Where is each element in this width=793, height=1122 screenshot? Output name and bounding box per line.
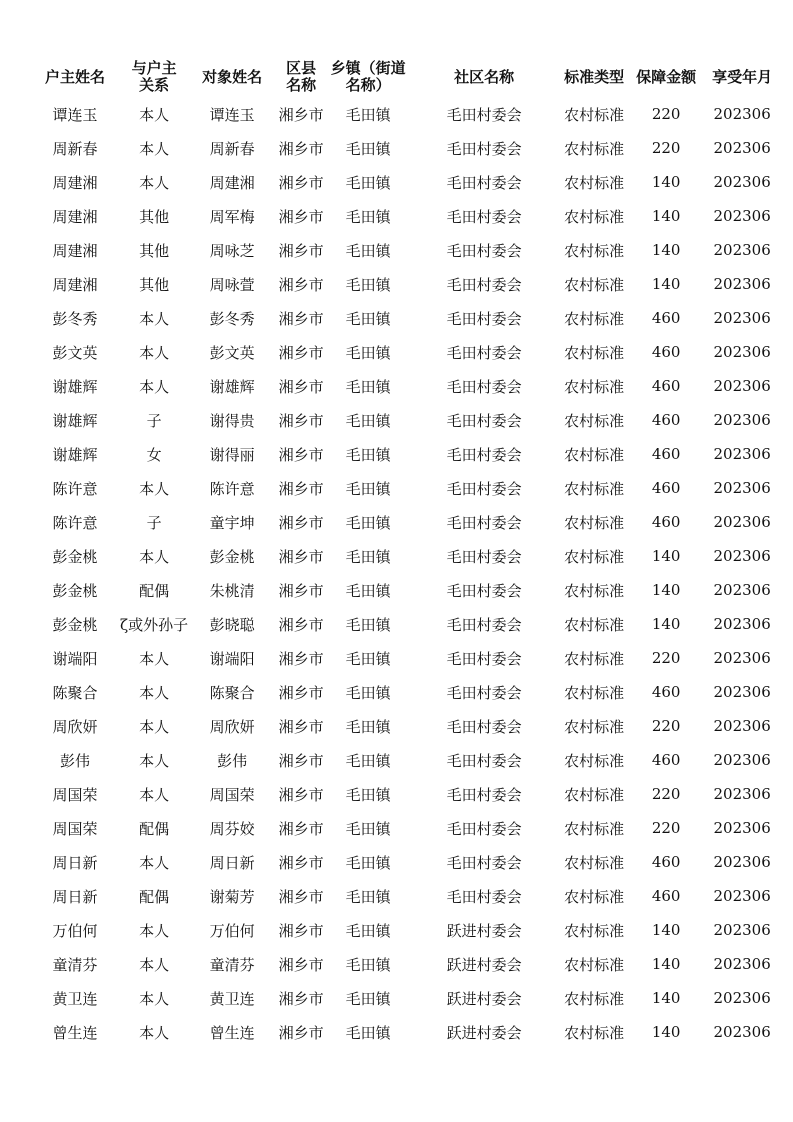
- table-header: [30, 57, 782, 97]
- table-row: [30, 811, 782, 845]
- cell-recipient-name: 谢端阳: [209, 649, 255, 668]
- cell-township-name: 毛田镇: [345, 615, 391, 634]
- cell-recipient-name: 周军梅: [209, 207, 255, 226]
- cell-recipient-name: 谢菊芳: [209, 887, 255, 906]
- cell-relation-to-head: 本人: [139, 377, 170, 396]
- cell-standard-type: 农村标准: [564, 955, 625, 974]
- cell-relation-to-head: 子: [146, 411, 162, 430]
- cell-community-name: 毛田村委会: [446, 717, 522, 736]
- cell-recipient-name: 黄卫连: [209, 989, 255, 1008]
- cell-subsidy-amount: 140: [651, 547, 681, 565]
- cell-township-name: 毛田镇: [345, 785, 391, 804]
- cell-recipient-name: 谢雄辉: [209, 377, 255, 396]
- cell-county-name: 湘乡市: [278, 513, 324, 532]
- cell-benefit-month: 202306: [713, 139, 771, 157]
- cell-subsidy-amount: 460: [651, 377, 681, 395]
- cell-standard-type: 农村标准: [564, 411, 625, 430]
- cell-subsidy-amount: 140: [651, 955, 681, 973]
- cell-relation-to-head: 本人: [139, 343, 170, 362]
- cell-household-head-name: 谢雄辉: [52, 411, 98, 430]
- cell-community-name: 跃进村委会: [446, 1023, 522, 1042]
- cell-household-head-name: 童清芬: [52, 955, 98, 974]
- cell-county-name: 湘乡市: [278, 139, 324, 158]
- cell-standard-type: 农村标准: [564, 615, 625, 634]
- cell-recipient-name: 曾生连: [209, 1023, 255, 1042]
- cell-township-name: 毛田镇: [345, 819, 391, 838]
- cell-benefit-month: 202306: [713, 377, 771, 395]
- cell-benefit-month: 202306: [713, 887, 771, 905]
- cell-county-name: 湘乡市: [278, 615, 324, 634]
- table-row: [30, 97, 782, 131]
- cell-standard-type: 农村标准: [564, 853, 625, 872]
- cell-community-name: 毛田村委会: [446, 343, 522, 362]
- cell-township-name: 毛田镇: [345, 309, 391, 328]
- cell-community-name: 毛田村委会: [446, 615, 522, 634]
- cell-township-name: 毛田镇: [345, 649, 391, 668]
- cell-county-name: 湘乡市: [278, 445, 324, 464]
- cell-recipient-name: 彭伟: [217, 751, 248, 770]
- cell-standard-type: 农村标准: [564, 887, 625, 906]
- cell-relation-to-head: 配偶: [139, 581, 170, 600]
- cell-household-head-name: 陈聚合: [52, 683, 98, 702]
- cell-community-name: 跃进村委会: [446, 955, 522, 974]
- cell-subsidy-amount: 140: [651, 173, 681, 191]
- cell-township-name: 毛田镇: [345, 513, 391, 532]
- cell-recipient-name: 周新春: [209, 139, 255, 158]
- cell-benefit-month: 202306: [713, 955, 771, 973]
- cell-county-name: 湘乡市: [278, 1023, 324, 1042]
- cell-standard-type: 农村标准: [564, 173, 625, 192]
- cell-relation-to-head: 本人: [139, 547, 170, 566]
- table-row: [30, 437, 782, 471]
- cell-standard-type: 农村标准: [564, 581, 625, 600]
- cell-subsidy-amount: 140: [651, 581, 681, 599]
- cell-benefit-month: 202306: [713, 751, 771, 769]
- cell-relation-to-head: 本人: [139, 785, 170, 804]
- cell-benefit-month: 202306: [713, 547, 771, 565]
- cell-household-head-name: 彭伟: [59, 751, 90, 770]
- cell-household-head-name: 彭金桃: [52, 547, 98, 566]
- cell-township-name: 毛田镇: [345, 581, 391, 600]
- cell-county-name: 湘乡市: [278, 819, 324, 838]
- cell-subsidy-amount: 460: [651, 751, 681, 769]
- cell-county-name: 湘乡市: [278, 921, 324, 940]
- cell-community-name: 跃进村委会: [446, 921, 522, 940]
- cell-community-name: 毛田村委会: [446, 173, 522, 192]
- cell-recipient-name: 彭文英: [209, 343, 255, 362]
- cell-county-name: 湘乡市: [278, 751, 324, 770]
- cell-township-name: 毛田镇: [345, 1023, 391, 1042]
- cell-household-head-name: 周日新: [52, 887, 98, 906]
- cell-standard-type: 农村标准: [564, 717, 625, 736]
- table-row: [30, 709, 782, 743]
- table-row: [30, 1015, 782, 1049]
- cell-township-name: 毛田镇: [345, 479, 391, 498]
- table-row: [30, 471, 782, 505]
- cell-subsidy-amount: 140: [651, 921, 681, 939]
- table-row: [30, 539, 782, 573]
- cell-county-name: 湘乡市: [278, 955, 324, 974]
- cell-recipient-name: 谢得贵: [209, 411, 255, 430]
- cell-standard-type: 农村标准: [564, 343, 625, 362]
- cell-township-name: 毛田镇: [345, 207, 391, 226]
- cell-subsidy-amount: 140: [651, 241, 681, 259]
- cell-township-name: 毛田镇: [345, 105, 391, 124]
- cell-household-head-name: 周新春: [52, 139, 98, 158]
- header-community-name: 社区名称: [454, 67, 515, 86]
- cell-county-name: 湘乡市: [278, 717, 324, 736]
- cell-standard-type: 农村标准: [564, 139, 625, 158]
- cell-recipient-name: 万伯何: [209, 921, 255, 940]
- cell-township-name: 毛田镇: [345, 683, 391, 702]
- cell-household-head-name: 彭文英: [52, 343, 98, 362]
- cell-standard-type: 农村标准: [564, 683, 625, 702]
- cell-household-head-name: 陈许意: [52, 479, 98, 498]
- cell-township-name: 毛田镇: [345, 139, 391, 158]
- cell-township-name: 毛田镇: [345, 955, 391, 974]
- cell-community-name: 毛田村委会: [446, 377, 522, 396]
- table-row: [30, 505, 782, 539]
- cell-recipient-name: 周国荣: [209, 785, 255, 804]
- cell-relation-to-head: 本人: [139, 751, 170, 770]
- table-row: [30, 335, 782, 369]
- cell-subsidy-amount: 460: [651, 887, 681, 905]
- cell-benefit-month: 202306: [713, 819, 771, 837]
- cell-relation-to-head: 本人: [139, 989, 170, 1008]
- cell-township-name: 毛田镇: [345, 377, 391, 396]
- table-row: [30, 675, 782, 709]
- cell-county-name: 湘乡市: [278, 479, 324, 498]
- table-row: [30, 777, 782, 811]
- cell-township-name: 毛田镇: [345, 547, 391, 566]
- cell-benefit-month: 202306: [713, 1023, 771, 1041]
- cell-household-head-name: 曾生连: [52, 1023, 98, 1042]
- cell-benefit-month: 202306: [713, 309, 771, 327]
- cell-standard-type: 农村标准: [564, 1023, 625, 1042]
- cell-household-head-name: 周建湘: [52, 275, 98, 294]
- cell-county-name: 湘乡市: [278, 105, 324, 124]
- cell-standard-type: 农村标准: [564, 377, 625, 396]
- table-row: [30, 165, 782, 199]
- cell-household-head-name: 黄卫连: [52, 989, 98, 1008]
- cell-relation-to-head: 本人: [139, 683, 170, 702]
- cell-benefit-month: 202306: [713, 921, 771, 939]
- cell-community-name: 毛田村委会: [446, 513, 522, 532]
- cell-benefit-month: 202306: [713, 173, 771, 191]
- cell-benefit-month: 202306: [713, 105, 771, 123]
- cell-township-name: 毛田镇: [345, 445, 391, 464]
- table-body: [30, 97, 782, 1049]
- cell-county-name: 湘乡市: [278, 649, 324, 668]
- cell-subsidy-amount: 460: [651, 683, 681, 701]
- cell-relation-to-head: 子: [146, 513, 162, 532]
- cell-standard-type: 农村标准: [564, 241, 625, 260]
- cell-community-name: 毛田村委会: [446, 241, 522, 260]
- cell-township-name: 毛田镇: [345, 411, 391, 430]
- cell-household-head-name: 谭连玉: [52, 105, 98, 124]
- cell-county-name: 湘乡市: [278, 343, 324, 362]
- cell-county-name: 湘乡市: [278, 683, 324, 702]
- cell-benefit-month: 202306: [713, 207, 771, 225]
- cell-subsidy-amount: 140: [651, 989, 681, 1007]
- cell-standard-type: 农村标准: [564, 649, 625, 668]
- header-benefit-month: 享受年月: [712, 67, 773, 86]
- cell-benefit-month: 202306: [713, 853, 771, 871]
- cell-community-name: 毛田村委会: [446, 547, 522, 566]
- cell-recipient-name: 童宇坤: [209, 513, 255, 532]
- cell-benefit-month: 202306: [713, 411, 771, 429]
- cell-relation-to-head: 本人: [139, 921, 170, 940]
- cell-community-name: 毛田村委会: [446, 887, 522, 906]
- cell-standard-type: 农村标准: [564, 785, 625, 804]
- cell-subsidy-amount: 140: [651, 275, 681, 293]
- cell-benefit-month: 202306: [713, 275, 771, 293]
- cell-relation-to-head: 本人: [139, 309, 170, 328]
- cell-county-name: 湘乡市: [278, 377, 324, 396]
- cell-community-name: 毛田村委会: [446, 683, 522, 702]
- cell-household-head-name: 彭冬秀: [52, 309, 98, 328]
- cell-subsidy-amount: 460: [651, 513, 681, 531]
- cell-benefit-month: 202306: [713, 717, 771, 735]
- cell-subsidy-amount: 220: [651, 785, 681, 803]
- cell-standard-type: 农村标准: [564, 275, 625, 294]
- cell-relation-to-head: 本人: [139, 479, 170, 498]
- cell-county-name: 湘乡市: [278, 853, 324, 872]
- cell-household-head-name: 周国荣: [52, 819, 98, 838]
- cell-benefit-month: 202306: [713, 445, 771, 463]
- cell-relation-to-head: 本人: [139, 717, 170, 736]
- cell-standard-type: 农村标准: [564, 479, 625, 498]
- cell-subsidy-amount: 140: [651, 615, 681, 633]
- cell-recipient-name: 周芬姣: [209, 819, 255, 838]
- cell-benefit-month: 202306: [713, 785, 771, 803]
- cell-recipient-name: 彭晓聪: [209, 615, 255, 634]
- cell-household-head-name: 周日新: [52, 853, 98, 872]
- table-row: [30, 233, 782, 267]
- cell-subsidy-amount: 460: [651, 479, 681, 497]
- cell-standard-type: 农村标准: [564, 445, 625, 464]
- cell-recipient-name: 周咏芝: [209, 241, 255, 260]
- cell-community-name: 毛田村委会: [446, 309, 522, 328]
- table-row: [30, 641, 782, 675]
- cell-recipient-name: 谭连玉: [209, 105, 255, 124]
- cell-relation-to-head: 本人: [139, 955, 170, 974]
- subsidy-table: [30, 57, 782, 1049]
- cell-relation-to-head: 本人: [139, 1023, 170, 1042]
- cell-township-name: 毛田镇: [345, 717, 391, 736]
- table-row: [30, 743, 782, 777]
- table-row: [30, 301, 782, 335]
- cell-recipient-name: 谢得丽: [209, 445, 255, 464]
- cell-household-head-name: 周建湘: [52, 241, 98, 260]
- header-relation-to-head: 与户主 关系: [131, 59, 177, 94]
- cell-township-name: 毛田镇: [345, 173, 391, 192]
- cell-benefit-month: 202306: [713, 343, 771, 361]
- header-row: [30, 57, 782, 97]
- table-row: [30, 947, 782, 981]
- cell-recipient-name: 童清芬: [209, 955, 255, 974]
- cell-standard-type: 农村标准: [564, 105, 625, 124]
- cell-benefit-month: 202306: [713, 683, 771, 701]
- cell-benefit-month: 202306: [713, 581, 771, 599]
- cell-relation-to-head: 配偶: [139, 887, 170, 906]
- cell-subsidy-amount: 220: [651, 819, 681, 837]
- header-recipient-name: 对象姓名: [202, 67, 263, 86]
- cell-county-name: 湘乡市: [278, 581, 324, 600]
- cell-recipient-name: 朱桃清: [209, 581, 255, 600]
- cell-standard-type: 农村标准: [564, 309, 625, 328]
- table-row: [30, 199, 782, 233]
- cell-subsidy-amount: 460: [651, 411, 681, 429]
- cell-county-name: 湘乡市: [278, 207, 324, 226]
- cell-recipient-name: 周建湘: [209, 173, 255, 192]
- cell-household-head-name: 谢端阳: [52, 649, 98, 668]
- cell-relation-to-head: 其他: [139, 241, 170, 260]
- cell-township-name: 毛田镇: [345, 853, 391, 872]
- header-township-name: 乡镇（街道 名称）: [330, 59, 406, 94]
- cell-community-name: 毛田村委会: [446, 819, 522, 838]
- cell-recipient-name: 彭冬秀: [209, 309, 255, 328]
- cell-household-head-name: 周欣妍: [52, 717, 98, 736]
- cell-subsidy-amount: 220: [651, 105, 681, 123]
- cell-county-name: 湘乡市: [278, 275, 324, 294]
- cell-community-name: 跃进村委会: [446, 989, 522, 1008]
- cell-benefit-month: 202306: [713, 615, 771, 633]
- cell-community-name: 毛田村委会: [446, 581, 522, 600]
- cell-household-head-name: 陈许意: [52, 513, 98, 532]
- cell-community-name: 毛田村委会: [446, 207, 522, 226]
- cell-benefit-month: 202306: [713, 241, 771, 259]
- table-row: [30, 913, 782, 947]
- cell-county-name: 湘乡市: [278, 309, 324, 328]
- cell-county-name: 湘乡市: [278, 173, 324, 192]
- cell-benefit-month: 202306: [713, 649, 771, 667]
- table-row: [30, 981, 782, 1015]
- header-subsidy-amount: 保障金额: [636, 67, 697, 86]
- cell-subsidy-amount: 460: [651, 343, 681, 361]
- header-county-name: 区县 名称: [286, 59, 317, 94]
- cell-relation-to-head: 女: [146, 445, 162, 464]
- table-row: [30, 879, 782, 913]
- cell-community-name: 毛田村委会: [446, 275, 522, 294]
- cell-household-head-name: 谢雄辉: [52, 445, 98, 464]
- table-row: [30, 845, 782, 879]
- header-standard-type: 标准类型: [564, 67, 625, 86]
- cell-recipient-name: 周咏萱: [209, 275, 255, 294]
- table-row: [30, 369, 782, 403]
- cell-county-name: 湘乡市: [278, 411, 324, 430]
- cell-household-head-name: 彭金桃: [52, 581, 98, 600]
- cell-subsidy-amount: 220: [651, 717, 681, 735]
- table-row: [30, 573, 782, 607]
- cell-standard-type: 农村标准: [564, 513, 625, 532]
- cell-subsidy-amount: 460: [651, 309, 681, 327]
- header-household-head-name: 户主姓名: [44, 67, 105, 86]
- cell-standard-type: 农村标准: [564, 207, 625, 226]
- cell-standard-type: 农村标准: [564, 921, 625, 940]
- table-row: [30, 267, 782, 301]
- cell-township-name: 毛田镇: [345, 751, 391, 770]
- cell-subsidy-amount: 220: [651, 139, 681, 157]
- table-row: [30, 131, 782, 165]
- cell-community-name: 毛田村委会: [446, 411, 522, 430]
- cell-community-name: 毛田村委会: [446, 479, 522, 498]
- cell-relation-to-head: 其他: [139, 275, 170, 294]
- cell-recipient-name: 陈聚合: [209, 683, 255, 702]
- cell-county-name: 湘乡市: [278, 241, 324, 260]
- cell-benefit-month: 202306: [713, 479, 771, 497]
- cell-relation-to-head: 本人: [139, 139, 170, 158]
- cell-community-name: 毛田村委会: [446, 785, 522, 804]
- cell-standard-type: 农村标准: [564, 989, 625, 1008]
- cell-recipient-name: 周日新: [209, 853, 255, 872]
- cell-household-head-name: 彭金桃: [52, 615, 98, 634]
- cell-community-name: 毛田村委会: [446, 751, 522, 770]
- cell-township-name: 毛田镇: [345, 989, 391, 1008]
- cell-relation-to-head: 本人: [139, 649, 170, 668]
- cell-standard-type: 农村标准: [564, 547, 625, 566]
- cell-community-name: 毛田村委会: [446, 853, 522, 872]
- cell-county-name: 湘乡市: [278, 785, 324, 804]
- cell-relation-to-head: 本人: [139, 173, 170, 192]
- cell-household-head-name: 周建湘: [52, 207, 98, 226]
- cell-household-head-name: 万伯何: [52, 921, 98, 940]
- cell-household-head-name: 谢雄辉: [52, 377, 98, 396]
- cell-county-name: 湘乡市: [278, 887, 324, 906]
- cell-community-name: 毛田村委会: [446, 139, 522, 158]
- cell-community-name: 毛田村委会: [446, 649, 522, 668]
- cell-community-name: 毛田村委会: [446, 105, 522, 124]
- cell-relation-to-head: ζ或外孙子: [120, 615, 189, 634]
- cell-household-head-name: 周国荣: [52, 785, 98, 804]
- cell-subsidy-amount: 140: [651, 1023, 681, 1041]
- cell-recipient-name: 陈许意: [209, 479, 255, 498]
- cell-relation-to-head: 配偶: [139, 819, 170, 838]
- cell-subsidy-amount: 140: [651, 207, 681, 225]
- cell-township-name: 毛田镇: [345, 241, 391, 260]
- cell-relation-to-head: 本人: [139, 853, 170, 872]
- cell-recipient-name: 彭金桃: [209, 547, 255, 566]
- cell-township-name: 毛田镇: [345, 275, 391, 294]
- cell-subsidy-amount: 460: [651, 853, 681, 871]
- table-row: [30, 607, 782, 641]
- cell-subsidy-amount: 460: [651, 445, 681, 463]
- cell-recipient-name: 周欣妍: [209, 717, 255, 736]
- cell-relation-to-head: 其他: [139, 207, 170, 226]
- cell-county-name: 湘乡市: [278, 547, 324, 566]
- cell-relation-to-head: 本人: [139, 105, 170, 124]
- cell-township-name: 毛田镇: [345, 921, 391, 940]
- cell-county-name: 湘乡市: [278, 989, 324, 1008]
- cell-household-head-name: 周建湘: [52, 173, 98, 192]
- cell-benefit-month: 202306: [713, 513, 771, 531]
- cell-standard-type: 农村标准: [564, 751, 625, 770]
- cell-community-name: 毛田村委会: [446, 445, 522, 464]
- cell-township-name: 毛田镇: [345, 343, 391, 362]
- cell-subsidy-amount: 220: [651, 649, 681, 667]
- cell-township-name: 毛田镇: [345, 887, 391, 906]
- table-row: [30, 403, 782, 437]
- cell-benefit-month: 202306: [713, 989, 771, 1007]
- cell-standard-type: 农村标准: [564, 819, 625, 838]
